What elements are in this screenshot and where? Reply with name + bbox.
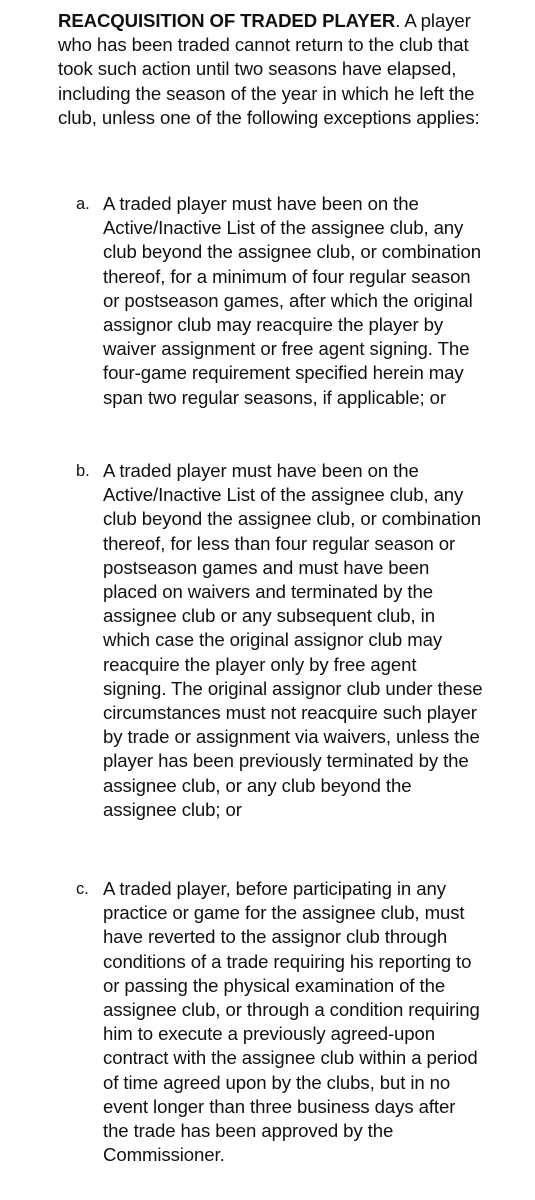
list-marker: c. xyxy=(76,880,89,898)
exception-item-a xyxy=(76,192,516,410)
exception-item-b xyxy=(76,459,516,822)
intro-text: . A player who has been traded cannot return to the club that took such action until two seasons have elapsed, including the season of the year in which he left the club, unless one of the following exceptions applies: xyxy=(58,10,480,128)
exception-text: A traded player must have been on the Active/Inactive List of the assignee club, any club beyond the assignee club, or combination thereof, for a minimum of four regular season or postseason games, after which the original assignor club may reacquire the player by waiver assignment or free agent signing. The four-game requirement specified herein may span two regular seasons, if applicable; or xyxy=(103,193,481,408)
exception-text: A traded player must have been on the Active/Inactive List of the assignee club, any club beyond the assignee club, or combination thereof, for less than four regular season or postseason games and must have been placed on waivers and terminated by the assignee club or any subsequent club, in which case the original assignor club may reacquire the player only by free agent signing. The original assignor club under these circumstances must not reacquire such player by trade or assignment via waivers, unless the player has been previously terminated by the assignee club, or any club beyond the assignee club; or xyxy=(103,460,483,820)
list-marker: a. xyxy=(76,195,90,213)
intro-paragraph xyxy=(58,9,498,130)
exception-text: A traded player, before participating in any practice or game for the assignee club, must have reverted to the assignor club through conditions of a trade requiring his reporting to or passing the physical examination of the assignee club, or through a condition requiring him to execute a previously agreed-upon contract with the assignee club within a period of time agreed upon by the clubs, but in no event longer than three business days after the trade has been approved by the Commissioner. xyxy=(103,878,480,1166)
exception-item-c xyxy=(76,877,516,1167)
section-heading: REACQUISITION OF TRADED PLAYER xyxy=(58,10,396,31)
list-marker: b. xyxy=(76,462,90,480)
